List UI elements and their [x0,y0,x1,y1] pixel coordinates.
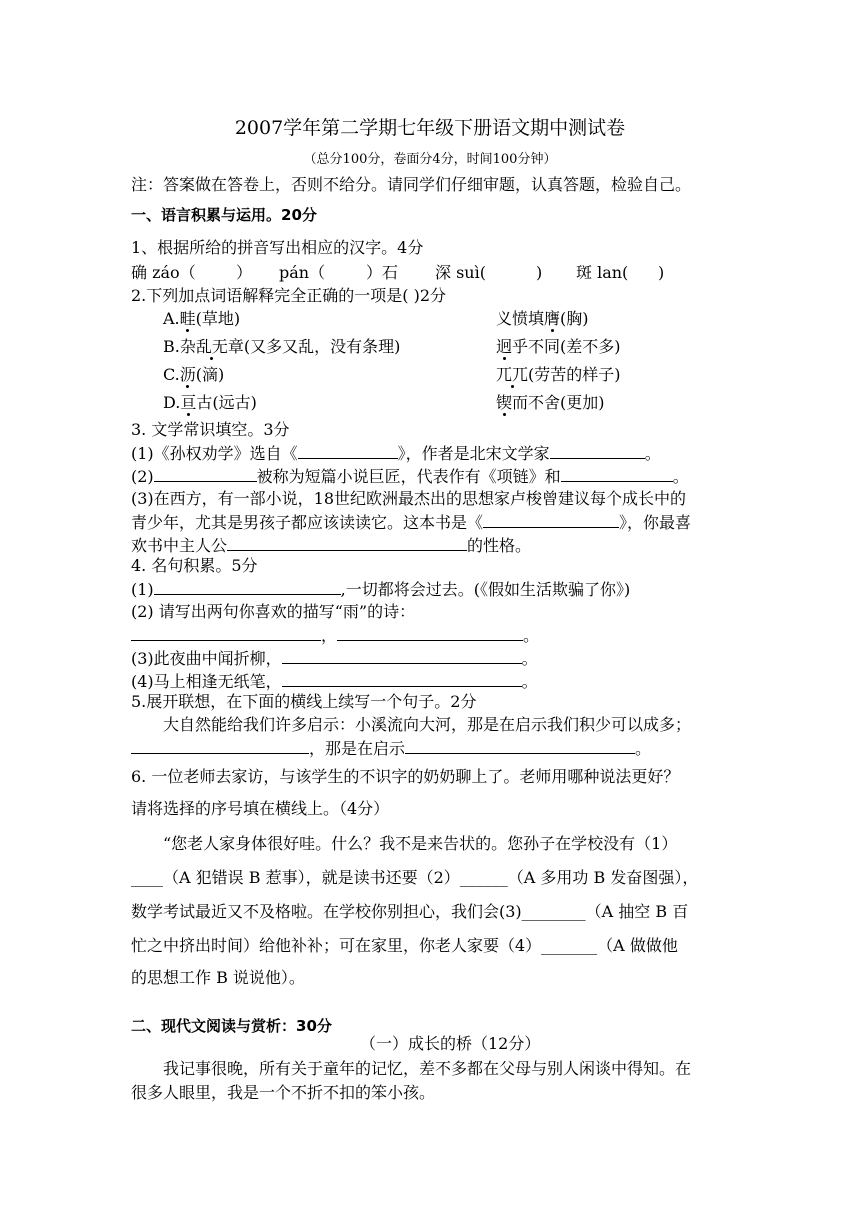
pinyin-item: ) [536,263,543,282]
option-a-second: 义愤填膺(胸) [496,309,589,328]
pinyin-item: 深 suì( [435,263,486,282]
answer-blank[interactable] [298,443,398,459]
question-prompt-cont: 请将选择的序号填在横线上。（4分） [131,799,390,818]
option-c-second: 兀兀(劳苦的样子) [496,365,621,384]
answer-blank[interactable] [227,535,467,551]
section-heading: 一、语言积累与运用。20分 [131,206,317,224]
paragraph-line: 的思想工作 B 说说他）。 [131,968,305,987]
paragraph-line: 我记事很晚，所有关于童年的记忆，差不多都在父母与别人闲谈中得知。在 [163,1059,692,1078]
option-d: D.亘古(远古) [163,393,257,412]
text-line: (2) 请写出两句你喜欢的描写“雨”的诗： [131,602,416,621]
question-prompt: 1、根据所给的拼音写出相应的汉字。4分 [131,238,424,257]
pinyin-item: pán（ [279,263,326,282]
answer-blank[interactable] [131,625,321,641]
fill-line: 青少年，尤其是男孩子都应该读读它。这本书是《 》，你最喜 [131,513,692,532]
answer-blank[interactable] [282,648,522,664]
passage-title: （一）成长的桥（12分） [360,1034,541,1053]
question-prompt: 4. 名句积累。5分 [131,556,258,575]
fill-line: ，那是在启示 。 [131,738,651,759]
pinyin-item: ） [236,263,253,282]
paragraph-line: “您老人家身体很好哇。什么？我不是来告状的。您孙子在学校没有（1） [163,834,678,853]
answer-blank[interactable] [154,579,341,595]
page-title: 2007学年第二学期七年级下册语文期中测试卷 [234,117,626,139]
question-prompt: 3. 文学常识填空。3分 [131,420,290,439]
paragraph-line: 很多人眼里，我是一个不折不扣的笨小孩。 [131,1083,436,1102]
option-b-second: 迥乎不同(差不多) [496,337,621,356]
text-line: (3)在西方，有一部小说，18世纪欧洲最杰出的思想家卢梭曾建议每个成长中的 [131,489,687,508]
answer-blank[interactable] [550,443,645,459]
answer-blank[interactable] [154,466,257,482]
fill-line: (1) ,一切都将会过去。(《假如生活欺骗了你》) [131,580,631,599]
pinyin-item: ) [658,263,665,282]
section-heading: 二、现代文阅读与赏析：30分 [131,1017,332,1035]
answer-blank[interactable] [282,671,522,687]
fill-line: ， 。 [131,625,539,646]
answer-blank[interactable] [483,512,619,528]
question-prompt: 5.展开联想，在下面的横线上续写一个句子。2分 [131,692,477,711]
option-c: C.沥(滴) [163,365,225,384]
fill-line: (3)此夜曲中闻折柳， 。 [131,649,538,668]
fill-line: (2) 被称为短篇小说巨匠，代表作有《项链》和 。 [131,467,689,486]
paragraph-line: ____（A 犯错误 B 惹事），就是读书还要（2）______（A 多用功 B 发奋图强）， [131,868,699,887]
text-line: 大自然能给我们许多启示：小溪流向大河，那是在启示我们积少可以成多； [163,715,692,734]
fill-line: (4)马上相逢无纸笔， 。 [131,672,538,691]
fill-line: 欢书中主人公 的性格。 [131,536,532,555]
question-prompt: 2.下列加点词语解释完全正确的一项是( )2分 [131,286,447,305]
exam-note: 注：答案做在答卷上，否则不给分。请同学们仔细审题，认真答题，检验自己。 [131,175,692,194]
answer-blank[interactable] [337,625,523,641]
pinyin-item: ）石 [366,263,399,282]
paragraph-line: 忙之中挤出时间）给他补补；可在家里，你老人家要（4）_______（A 做做他 [131,936,678,955]
pinyin-item: 斑 lan( [576,263,629,282]
option-d-second: 锲而不舍(更加) [496,393,605,412]
answer-blank[interactable] [561,466,673,482]
paragraph-line: 数学考试最近又不及格啦。在学校你别担心，我们会(3)________（A 抽空 B 百 [131,902,689,921]
page-subtitle: （总分100分，卷面分4分，时间100分钟） [303,152,557,167]
option-b: B.杂乱无章(又多又乱，没有条理) [163,337,401,356]
option-a: A.畦(草地) [163,309,241,328]
answer-blank[interactable] [405,738,635,754]
pinyin-item: 确 záo（ [131,263,196,282]
question-prompt: 6. 一位老师去家访，与该学生的不识字的奶奶聊上了。老师用哪种说法更好？ [131,767,680,786]
fill-line: (1)《孙权劝学》选自《 》，作者是北宋文学家 。 [131,444,661,463]
answer-blank[interactable] [131,738,309,754]
